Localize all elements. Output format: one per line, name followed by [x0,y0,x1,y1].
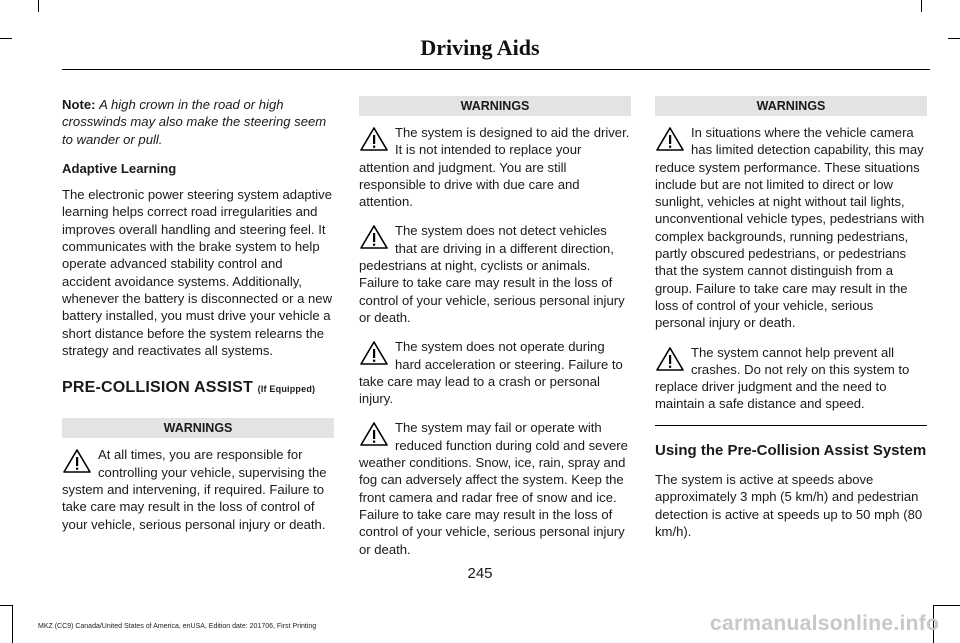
paragraph-activation-speeds: The system is active at speeds above approximately 3 mph (5 km/h) and pedestrian detection is active at speeds up to 50 mph (80 km/h). [655,472,923,539]
warning-triangle-icon [359,126,389,152]
warning-item [359,338,631,407]
warning-triangle-icon [655,126,685,152]
section-title-suffix: (If Equipped) [257,384,316,395]
warning-triangle-icon [655,346,685,372]
section-title-text: PRE-COLLISION ASSIST [62,379,253,397]
warning-text: At all times, you are responsible for controlling your vehicle, supervising the system and intervening, if required. Failure to take care may result in the loss of control of your vehicle, serious personal injury or death. [62,447,327,532]
warning-item [359,124,631,210]
header-rule [62,69,930,70]
warning-item [655,124,927,332]
crop-mark [0,605,12,606]
warning-triangle-icon [359,224,389,250]
note [62,96,334,148]
warning-item [62,446,334,532]
crop-mark [38,0,39,12]
crop-mark [933,605,960,606]
crop-mark [921,0,922,12]
warning-triangle-icon [62,448,92,474]
column-1 [62,96,334,545]
warning-item [359,222,631,326]
section-divider [655,425,927,426]
warning-text: In situations where the vehicle camera has limited detection capability, this may reduce system performance. These situations include but are not limited to direct or low sunlight, vehicles at night without tail lights, unconventional vehicle types, pedestrians with complex backgrounds, running pedestrians, partly obscured pedestrians, or pedestrians that the system cannot distinguish from a group. Failure to take care may result in the loss of control of your vehicle, serious personal injury or death. [655,125,925,331]
warning-text: The system may fail or operate with reduced function during cold and severe weather conditions. Snow, ice, rain, spray and fog can adversely affect the system. Keep the front camera and radar free of snow and ice. Failure to take care may result in the loss of control of your vehicle, serious personal injury or death. [359,420,628,557]
warning-triangle-icon [359,421,389,447]
column-3 [655,96,927,552]
warning-triangle-icon [359,340,389,366]
page-number: 245 [467,565,493,582]
note-text: A high crown in the road or high crosswinds may also make the steering seem to wander or pull. [62,97,327,147]
crop-mark [12,605,13,643]
warning-item [359,419,631,557]
watermark: carmanualsonline.info [710,612,940,635]
subhead-adaptive-learning: Adaptive Learning [62,160,177,176]
warning-text: The system does not detect vehicles that are driving in a different direction, pedestrians at night, cyclists or animals. Failure to take care may result in the loss of control of your vehicle, serious personal injury or death. [359,223,625,325]
column-2 [359,96,631,570]
warning-text: The system is designed to aid the driver. It is not intended to replace your attention and judgment. You are still responsible to drive with due care and attention. [359,125,630,210]
note-label: Note: [62,97,96,112]
warning-text: The system does not operate during hard acceleration or steering. Failure to take care may lead to a crash or personal injury. [359,339,623,407]
heading-using-pre-collision: Using the Pre-Collision Assist System [655,441,927,459]
footer-text: MKZ (CC9) Canada/United States of America, enUSA, Edition date: 201706, First Printing [38,623,317,630]
warnings-header: WARNINGS [359,96,631,116]
page-title: Driving Aids [420,35,540,60]
paragraph-adaptive-learning: The electronic power steering system adaptive learning helps correct road irregularities and improves overall handling and steering feel. It communicates with the brake system to help operate advanced stability control and accident avoidance systems. Additionally, whenever the battery is disconnected or a new battery installed, you must drive your vehicle a short distance before the system relearns the strategy and reactivates all systems. [62,187,333,358]
warnings-header: WARNINGS [62,418,334,438]
warnings-header: WARNINGS [655,96,927,116]
warning-text: The system cannot help prevent all crashes. Do not rely on this system to replace driver judgment and the need to maintain a safe distance and speed. [655,344,910,412]
section-title [62,379,334,398]
warning-item [655,344,927,413]
